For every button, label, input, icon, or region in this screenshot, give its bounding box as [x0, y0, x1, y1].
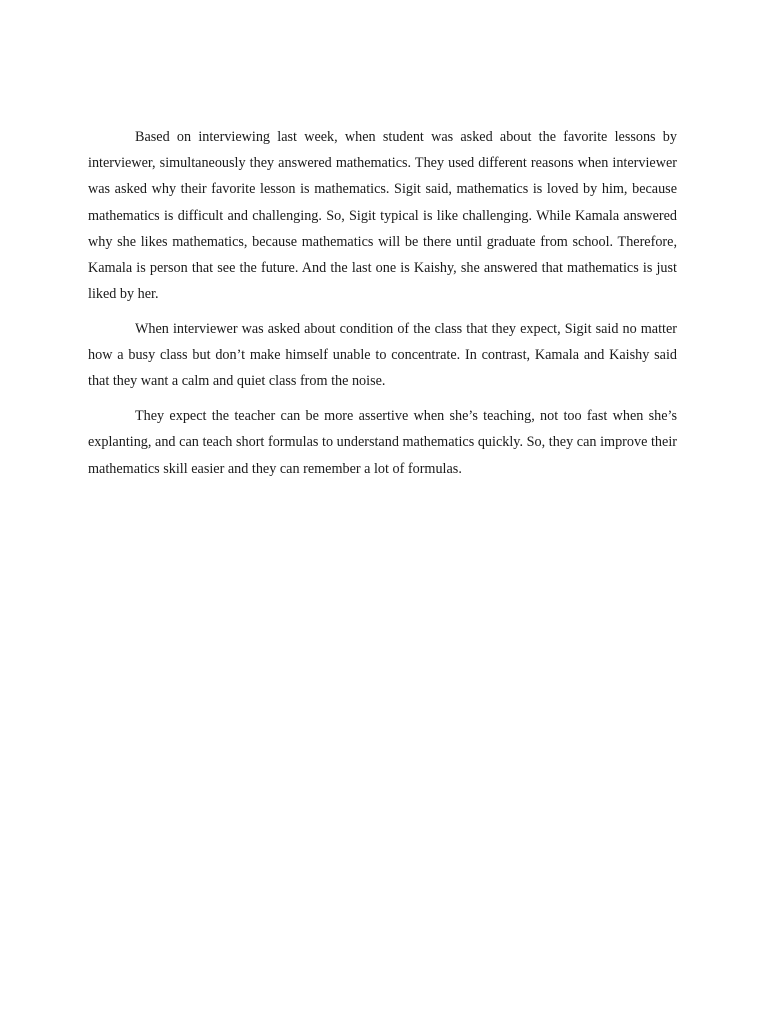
document-body: [88, 124, 677, 490]
paragraph-class-condition: When interviewer was asked about condition of the class that they expect, Sigit said no matter how a busy class but don’t make himself unable to concentrate. In contrast, Kamala and Kaishy said that they want a calm and quiet class from the noise.: [88, 321, 677, 390]
paragraph-teacher-expectations: They expect the teacher can be more assertive when she’s teaching, not too fast when she’s explanting, and can teach short formulas to understand mathematics quickly. So, they can improve their mathematics skill easier and they can remember a lot of formulas.: [88, 408, 677, 477]
paragraph-interview-results: Based on interviewing last week, when student was asked about the favorite lessons by interviewer, simultaneously they answered mathematics. They used different reasons when interviewer was asked why their favorite lesson is mathematics. Sigit said, mathematics is loved by him, because mathematics is difficult and challenging. So, Sigit typical is like challenging. While Kamala answered why she likes mathematics, because mathematics will be there until graduate from school. Therefore, Kamala is person that see the future. And the last one is Kaishy, she answered that mathematics is just liked by her.: [88, 129, 677, 303]
